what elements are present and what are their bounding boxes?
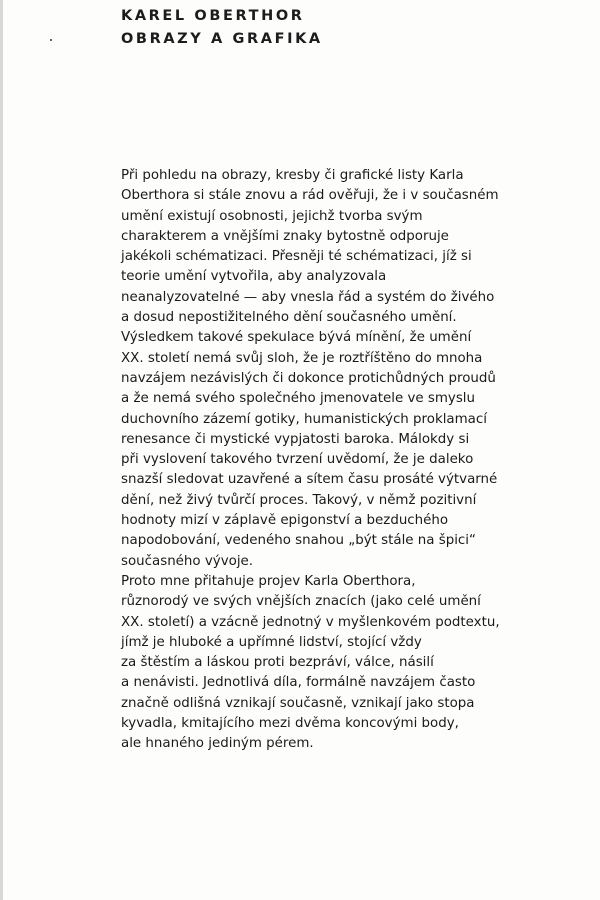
text-line: při vyslovení takového tvrzení uvědomí, že je daleko: [121, 452, 474, 468]
text-line: snazší sledovat uzavřené a sítem času prosáté výtvarné: [121, 472, 498, 488]
text-line: duchovního zázemí gotiky, humanistických proklamací: [121, 411, 487, 427]
page-header: [121, 5, 323, 51]
text-line: dění, než živý tvůrčí proces. Takový, v němž pozitivní: [121, 492, 477, 508]
text-line: jakékoli schématizaci. Přesněji té schématizaci, jíž si: [121, 249, 472, 265]
book-subtitle: OBRAZY A GRAFIKA: [121, 31, 323, 47]
body-text: [121, 166, 561, 755]
text-line: ale hnaného jediným pérem.: [121, 736, 314, 752]
text-line: navzájem nezávislých či dokonce protichůdných proudů: [121, 370, 496, 386]
text-line: charakterem a vnějšími znaky bytostně odporuje: [121, 228, 449, 244]
text-line: XX. století nemá svůj sloh, že je roztříštěno do mnoha: [121, 350, 483, 366]
text-line: neanalyzovatelné — aby vnesla řád a systém do živého: [121, 289, 495, 305]
text-line: renesance či mystické vypjatosti baroka. Málokdy si: [121, 431, 470, 447]
text-line: Při pohledu na obrazy, kresby či grafické listy Karla: [121, 168, 464, 183]
text-line: současného vývoje.: [121, 553, 254, 569]
text-line: Oberthora si stále znovu a rád ověřuji, že i v současném: [121, 188, 499, 204]
text-line: za štěstím a láskou proti bezpráví, válce, násilí: [121, 655, 434, 671]
text-line: kyvadla, kmitajícího mezi dvěma koncovými body,: [121, 716, 459, 732]
text-line: XX. století) a vzácně jednotný v myšlenkovém podtextu,: [121, 614, 500, 630]
text-line: umění existují osobnosti, jejichž tvorba svým: [121, 208, 423, 224]
text-line: hodnoty mizí v záplavě epigonství a bezduchého: [121, 513, 449, 529]
text-line: Výsledkem takové spekulace bývá mínění, že umění: [121, 330, 472, 346]
text-line: a že nemá svého společného jmenovatele ve smyslu: [121, 391, 476, 407]
author-name: KAREL OBERTHOR: [121, 8, 305, 24]
text-line: napodobování, vedeného snahou „být stále na špici“: [121, 533, 476, 549]
text-line: různorodý ve svých vnějších znacích (jako celé umění: [121, 594, 481, 610]
text-line: teorie umění vytvořila, aby analyzovala: [121, 269, 387, 285]
text-line: značně odlišná vznikají současně, vznikají jako stopa: [121, 695, 475, 711]
text-line: jímž je hluboké a upřímné lidství, stojící vždy: [121, 634, 422, 650]
text-line: a dosud nepostižitelného dění současného umění.: [121, 310, 457, 326]
text-line: Proto mne přitahuje projev Karla Oberthora,: [121, 573, 416, 589]
text-line: a nenávisti. Jednotlivá díla, formálně navzájem často: [121, 675, 476, 691]
scan-edge: [0, 0, 3, 900]
dust-speck: [50, 39, 52, 41]
